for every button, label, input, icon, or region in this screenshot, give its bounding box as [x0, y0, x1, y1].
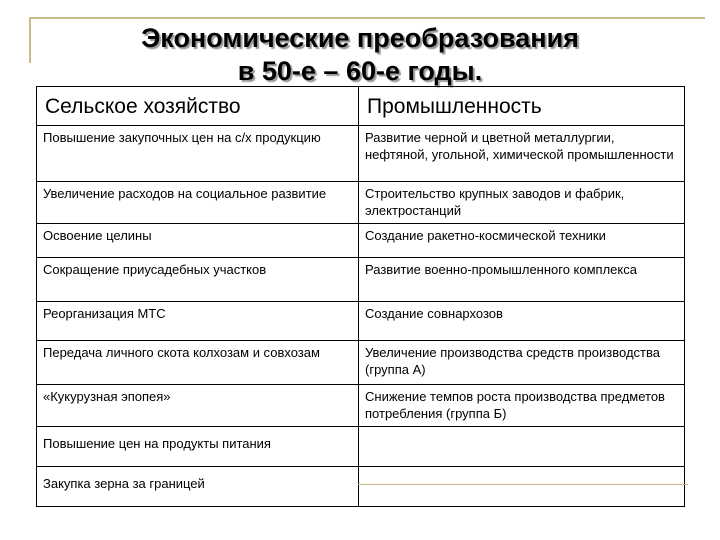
table-cell: Создание ракетно-космической техники: [359, 224, 685, 258]
table-row: [37, 385, 685, 427]
table-cell: Увеличение расходов на социальное развитие: [37, 182, 359, 224]
header-agriculture: Сельское хозяйство: [37, 87, 359, 126]
title-line-2: в 50-е – 60-е годы.: [237, 56, 483, 86]
table-header-row: [37, 87, 685, 126]
table-cell: Снижение темпов роста производства предметов потребления (группа Б): [359, 385, 685, 427]
table-row: [37, 427, 685, 467]
table-cell: Увеличение производства средств производства (группа А): [359, 341, 685, 385]
table-row: [37, 467, 685, 507]
page-title: [60, 22, 660, 88]
table-cell: Развитие военно-промышленного комплекса: [359, 258, 685, 302]
table-cell: Строительство крупных заводов и фабрик, электростанций: [359, 182, 685, 224]
table-row: [37, 126, 685, 182]
reforms-table: [36, 86, 685, 507]
header-industry: Промышленность: [359, 87, 685, 126]
table-cell: Реорганизация МТС: [37, 302, 359, 341]
table-cell: Развитие черной и цветной металлургии, нефтяной, угольной, химической промышленности: [359, 126, 685, 182]
table-cell: Создание совнархозов: [359, 302, 685, 341]
table-cell: Повышение цен на продукты питания: [37, 427, 359, 467]
table-row: [37, 224, 685, 258]
table-row: [37, 258, 685, 302]
title-line-1: Экономические преобразования: [141, 23, 579, 53]
decorative-bottom-line: [358, 484, 688, 485]
decorative-vertical-line: [29, 17, 31, 63]
table-cell: Повышение закупочных цен на с/х продукцию: [37, 126, 359, 182]
table-cell: Передача личного скота колхозам и совхозам: [37, 341, 359, 385]
table-cell: Закупка зерна за границей: [37, 467, 359, 507]
table-row: [37, 182, 685, 224]
table-cell: Сокращение приусадебных участков: [37, 258, 359, 302]
table-row: [37, 341, 685, 385]
table-cell-empty: [359, 427, 685, 467]
decorative-horizontal-line: [29, 17, 705, 19]
table-cell: Освоение целины: [37, 224, 359, 258]
table-row: [37, 302, 685, 341]
table-cell: «Кукурузная эпопея»: [37, 385, 359, 427]
table-cell-empty: [359, 467, 685, 507]
